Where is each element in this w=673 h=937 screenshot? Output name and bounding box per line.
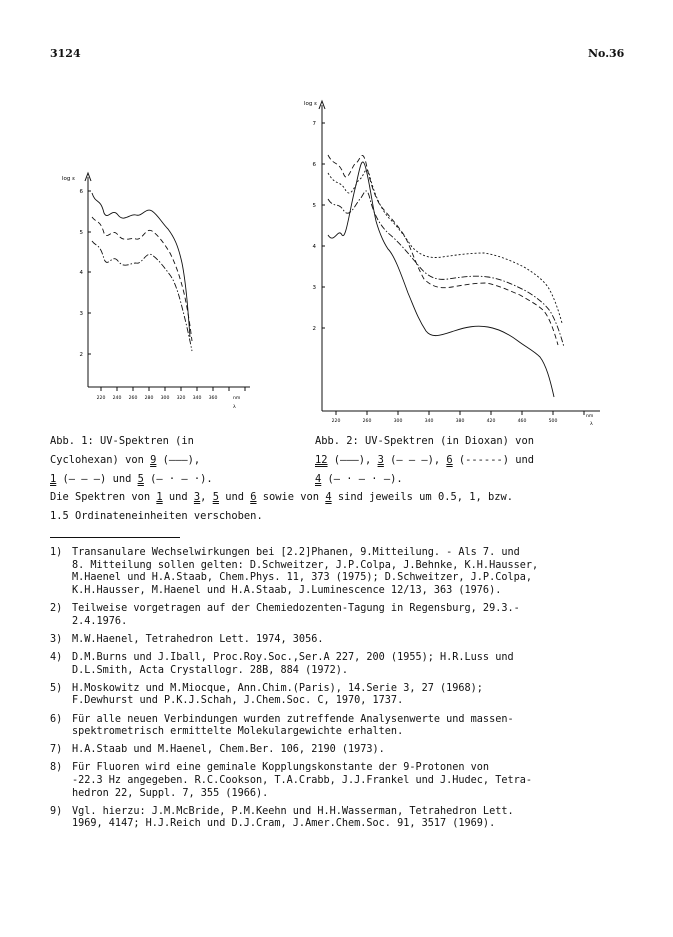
fig2-xlabel: nm <box>586 414 594 419</box>
compound-number: 9 <box>150 454 157 466</box>
reference-number: 6) <box>50 713 63 725</box>
reference-number: 1) <box>50 547 63 558</box>
fig2-xtick: 300 <box>393 419 403 424</box>
caption-line: Abb. 1: UV-Spektren (in <box>50 435 194 447</box>
caption-line <box>315 470 534 489</box>
fig1-xtick: 220 <box>96 396 106 401</box>
fig2-ytick: 7 <box>312 121 316 127</box>
caption-text: (———), <box>156 454 201 466</box>
fig1-ytick: 3 <box>79 311 83 317</box>
reference-number: 7) <box>50 744 63 756</box>
fig2-ytick: 5 <box>312 203 316 209</box>
fig2-ytick: 3 <box>312 285 316 291</box>
fig1-xtick: 240 <box>112 396 122 401</box>
reference-number: 4) <box>50 651 63 663</box>
caption-text: (— · — · —). <box>321 473 403 485</box>
compound-number: 1 <box>50 473 57 485</box>
fig1-ytick: 4 <box>79 270 83 276</box>
reference-text: Transanulare Wechselwirkungen bei [2.2]Phanen, 9.Mitteilung. - Als 7. und 8. Mitteilung sollen gelten: D.Schweitzer, J.P.Colpa, J.Behnke, K.H.Hausser, M.Haenel und H.A.Staab, Chem.Phys. 11, 373 (1975); D.Schweitzer, J.P.Colpa, K.H.Hausser, M.Haenel und H.A.Staab, J.Luminescence 12/13, 363 (1976). <box>72 547 539 596</box>
reference-text: D.M.Burns und J.Iball, Proc.Roy.Soc.,Ser.A 227, 200 (1955); H.R.Luss und D.L.Smith, Acta Crystallogr. 28B, 884 (1972). <box>72 651 514 676</box>
compound-number: 4 <box>315 473 322 485</box>
fig2-ytick: 2 <box>312 326 316 332</box>
issue-number: No.36 <box>588 47 625 60</box>
fig1-xtick: 280 <box>144 396 154 401</box>
caption-line: Abb. 2: UV-Spektren (in Dioxan) von <box>315 435 534 447</box>
fig1-xtick: 260 <box>128 396 138 401</box>
reference-item <box>50 547 640 597</box>
figure-1-uv-spectrum <box>50 165 255 415</box>
reference-number: 8) <box>50 762 63 774</box>
reference-item <box>50 603 640 628</box>
caption-text: (— — —), <box>383 454 447 466</box>
fig2-ylabel: log ε <box>304 101 318 107</box>
reference-text: Für alle neuen Verbindungen wurden zutreffende Analysenwerte und massen- spektrometrisch ermittelte Molekulargewichte erhalten. <box>72 713 514 738</box>
fig2-xlabel-lambda: λ <box>590 422 593 425</box>
reference-number: 5) <box>50 682 63 694</box>
fig1-ytick: 6 <box>79 189 83 195</box>
fig2-xtick: 340 <box>424 419 434 424</box>
caption-text: (------) und <box>452 454 534 466</box>
fig2-ytick: 4 <box>312 244 316 250</box>
reference-item <box>50 634 640 647</box>
fig1-xtick: 300 <box>160 396 170 401</box>
fig1-ytick: 2 <box>79 352 83 358</box>
reference-text: M.W.Haenel, Tetrahedron Lett. 1974, 3056. <box>72 633 324 645</box>
caption-text: (— · — ·). <box>143 473 213 485</box>
fig2-xtick: 500 <box>548 419 558 424</box>
reference-text: Teilweise vorgetragen auf der Chemiedozenten-Tagung in Regensburg, 29.3.- 2.4.1976. <box>72 602 520 627</box>
compound-number: 12 <box>315 454 328 466</box>
reference-item <box>50 762 640 800</box>
figure-2-caption <box>315 432 534 489</box>
compound-number: 5 <box>137 473 144 485</box>
fig1-xlabel: nm <box>233 396 241 401</box>
compound-number: 3 <box>377 454 384 466</box>
fig2-curve-4 <box>328 191 564 347</box>
reference-item <box>50 652 640 677</box>
fig1-curve-9 <box>92 193 190 337</box>
reference-item <box>50 744 640 757</box>
fig1-xlabel-lambda: λ <box>233 405 236 410</box>
fig1-xtick: 340 <box>192 396 202 401</box>
reference-item <box>50 714 640 739</box>
reference-text: H.A.Staab und M.Haenel, Chem.Ber. 106, 2190 (1973). <box>72 744 385 756</box>
fig2-xtick: 460 <box>517 419 527 424</box>
fig2-ytick: 6 <box>312 162 316 168</box>
footnote-divider <box>50 537 180 538</box>
caption-line <box>50 451 213 470</box>
fig1-ylabel: log ε <box>62 176 76 182</box>
reference-text: Vgl. hierzu: J.M.McBride, P.M.Keehn und H.H.Wasserman, Tetrahedron Lett. 1969, 4147; H.J.Reich und D.J.Cram, J.Amer.Chem.Soc. 91, 3517 (1969). <box>72 805 514 830</box>
caption-line <box>315 451 534 470</box>
body-line: 1.5 Ordinateneinheiten verschoben. <box>50 510 263 522</box>
page-number: 3124 <box>50 47 81 60</box>
reference-number: 9) <box>50 805 63 817</box>
reference-item <box>50 806 640 831</box>
fig2-xtick: 420 <box>486 419 496 424</box>
fig2-curve-6 <box>328 170 562 323</box>
reference-number: 2) <box>50 602 63 614</box>
fig2-xtick: 380 <box>455 419 465 424</box>
compound-number: 6 <box>446 454 453 466</box>
reference-number: 3) <box>50 633 63 645</box>
reference-list <box>50 547 640 837</box>
caption-text: (———), <box>327 454 378 466</box>
figure-1-caption <box>50 432 213 489</box>
fig2-xtick: 260 <box>362 419 372 424</box>
reference-text: H.Moskowitz und M.Miocque, Ann.Chim.(Paris), 14.Serie 3, 27 (1968); F.Dewhurst und P.K.J.Schah, J.Chem.Soc. C, 1970, 1737. <box>72 682 483 707</box>
reference-text: Für Fluoren wird eine geminale Kopplungskonstante der 9-Protonen von -22.3 Hz angegeben. R.C.Cookson, T.A.Crabb, J.J.Frankel und J.Hudec, Tetra- hedron 22, Suppl. 7, 355 (1966). <box>72 762 533 799</box>
fig1-curve-1 <box>92 217 192 341</box>
fig1-xtick: 360 <box>208 396 218 401</box>
fig1-xtick: 320 <box>176 396 186 401</box>
figure-2-uv-spectrum <box>300 95 610 425</box>
body-line: Die Spektren von 1 und 3, 5 und 6 sowie von 4 sind jeweils um 0.5, 1, bzw. <box>50 491 514 503</box>
caption-line <box>50 470 213 489</box>
caption-text: Cyclohexan) von <box>50 454 151 466</box>
fig2-xtick: 220 <box>331 419 341 424</box>
fig2-curve-3 <box>328 155 558 345</box>
fig1-curve-5 <box>92 241 192 351</box>
reference-item <box>50 683 640 708</box>
body-paragraph <box>50 488 513 526</box>
fig1-ytick: 5 <box>79 230 83 236</box>
caption-text: (— — —) und <box>56 473 138 485</box>
